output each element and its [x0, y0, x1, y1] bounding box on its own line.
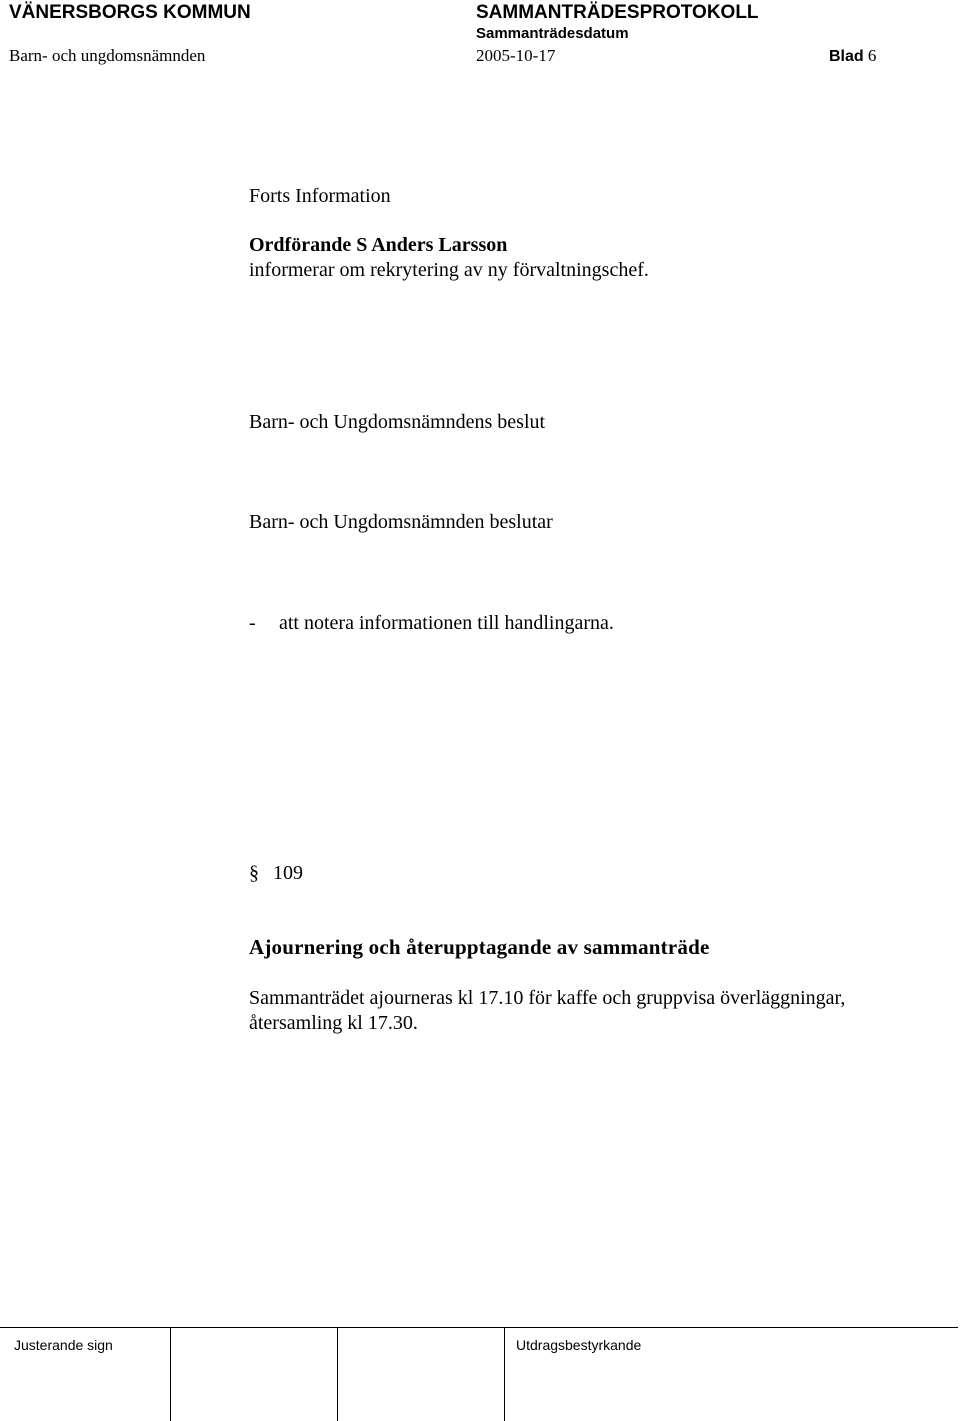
section-number: 109 — [273, 862, 303, 884]
section-symbol: § — [249, 862, 259, 884]
decision-item: att notera informationen till handlingarna. — [279, 612, 614, 634]
continuation-heading: Forts Information — [249, 185, 391, 207]
date-label: Sammanträdesdatum — [476, 25, 629, 42]
adjournment-heading: Ajournering och återupptagande av sammanträde — [249, 935, 710, 959]
decision-heading: Barn- och Ungdomsnämndens beslut — [249, 411, 546, 433]
meeting-date: 2005-10-17 — [476, 46, 556, 65]
organization-name: VÄNERSBORGS KOMMUN — [9, 2, 251, 23]
signature-label: Justerande sign — [14, 1337, 113, 1353]
decision-intro: Barn- och Ungdomsnämnden beslutar — [249, 511, 553, 533]
page-indicator — [829, 46, 876, 66]
footer-divider — [0, 1327, 958, 1328]
footer-column-divider — [504, 1327, 505, 1421]
certification-label: Utdragsbestyrkande — [516, 1337, 642, 1353]
chair-name: Ordförande S Anders Larsson — [249, 234, 508, 256]
chair-information: informerar om rekrytering av ny förvaltningschef. — [249, 259, 649, 281]
document-type: SAMMANTRÄDESPROTOKOLL — [476, 2, 759, 23]
page-label: Blad — [829, 48, 864, 65]
section-paragraph — [249, 861, 303, 885]
committee-name: Barn- och ungdomsnämnden — [9, 46, 206, 65]
page-number: 6 — [867, 46, 877, 65]
adjournment-text-line-2: återsamling kl 17.30. — [249, 1012, 418, 1034]
adjournment-text-line-1: Sammanträdet ajourneras kl 17.10 för kaffe och gruppvisa överläggningar, — [249, 987, 846, 1009]
footer-column-divider — [337, 1327, 338, 1421]
footer-column-divider — [170, 1327, 171, 1421]
decision-bullet-dash: - — [249, 612, 256, 634]
